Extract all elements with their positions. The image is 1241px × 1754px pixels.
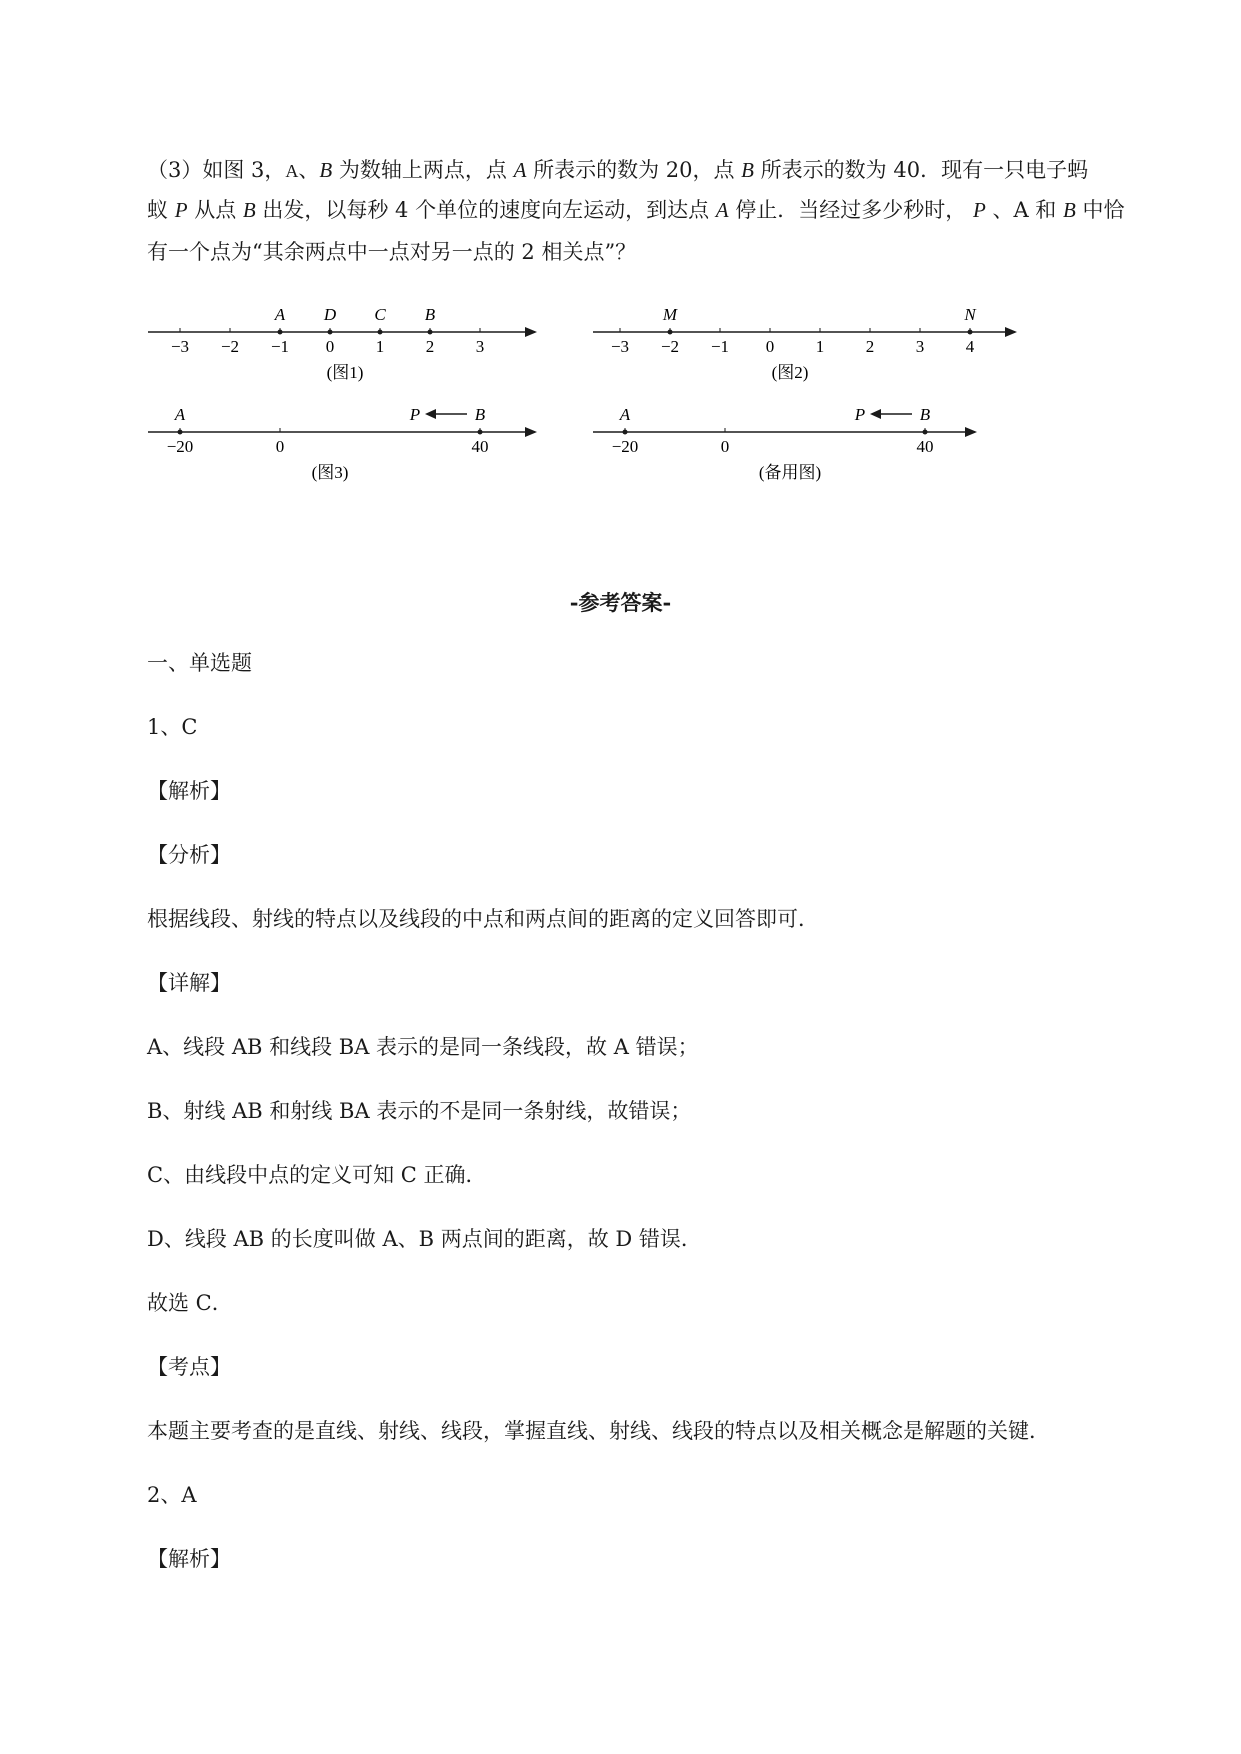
point-label: P bbox=[409, 405, 421, 424]
point-label: N bbox=[964, 305, 976, 324]
figure-caption: (图3) bbox=[311, 463, 349, 482]
figure-3-number-line bbox=[145, 400, 545, 490]
point-dot bbox=[623, 430, 628, 435]
figure-4-number-line bbox=[590, 400, 990, 490]
point-dot bbox=[968, 330, 973, 335]
point-label: B bbox=[474, 405, 486, 424]
point-dot bbox=[178, 430, 183, 435]
fenxi-tag: 【分析】 bbox=[147, 843, 231, 867]
tick-label: 0 bbox=[720, 437, 730, 456]
tick-label: −2 bbox=[220, 337, 240, 356]
point-label: D bbox=[323, 305, 337, 324]
analysis-tag-2: 【解析】 bbox=[147, 1547, 231, 1571]
tick-label: 0 bbox=[275, 437, 285, 456]
tick-label: 1 bbox=[375, 337, 385, 356]
question-line-3: 有一个点为“其余两点中一点对另一点的 2 相关点”？ bbox=[147, 240, 637, 264]
tick-label: 3 bbox=[475, 337, 485, 356]
point-label: A bbox=[274, 305, 286, 324]
tick-label: −1 bbox=[710, 337, 730, 356]
tick-label: −1 bbox=[270, 337, 290, 356]
point-dot bbox=[278, 330, 283, 335]
point-dot bbox=[668, 330, 673, 335]
kaodian-text: 本题主要考查的是直线、射线、线段，掌握直线、射线、线段的特点以及相关概念是解题的关键． bbox=[147, 1419, 1050, 1443]
question-2-answer: 2、A bbox=[147, 1483, 197, 1507]
tick-label: −3 bbox=[170, 337, 190, 356]
tick-label: 0 bbox=[325, 337, 335, 356]
kaodian-tag: 【考点】 bbox=[147, 1355, 231, 1379]
answers-heading: -参考答案- bbox=[569, 590, 672, 615]
tick-label: 2 bbox=[425, 337, 435, 356]
figure-caption: (备用图) bbox=[758, 463, 822, 482]
point-label: A bbox=[174, 405, 186, 424]
point-dot bbox=[328, 330, 333, 335]
tick-label: 4 bbox=[965, 337, 975, 356]
section-title: 一、单选题 bbox=[147, 651, 252, 675]
tick-label: −2 bbox=[660, 337, 680, 356]
question-line-2: 蚁 P 从点 B 出发，以每秒 4 个单位的速度向左运动，到达点 A 停止．当经过多少秒时， P 、A 和 B 中恰 bbox=[147, 198, 1125, 222]
option-d-explanation: D、线段 AB 的长度叫做 A、B 两点间的距离，故 D 错误． bbox=[147, 1227, 702, 1251]
figure-caption: (图1) bbox=[326, 363, 364, 382]
figure-2-number-line bbox=[590, 300, 1030, 390]
option-b-explanation: B、射线 AB 和射线 BA 表示的不是同一条射线，故错误； bbox=[147, 1099, 692, 1123]
tick-label: 40 bbox=[471, 437, 489, 456]
point-dot bbox=[428, 330, 433, 335]
point-label: P bbox=[854, 405, 866, 424]
tick-label: 40 bbox=[916, 437, 934, 456]
question-1-answer: 1、C bbox=[147, 715, 198, 739]
tick-label: 1 bbox=[815, 337, 825, 356]
point-dot bbox=[923, 430, 928, 435]
question-line-1: （3）如图 3，A、B 为数轴上两点，点 A 所表示的数为 20，点 B 所表示的数为 40．现有一只电子蚂 bbox=[147, 158, 1089, 182]
arrow-head-icon bbox=[525, 327, 537, 337]
option-a-explanation: A、线段 AB 和线段 BA 表示的是同一条线段，故 A 错误； bbox=[147, 1035, 699, 1059]
arrow-head-icon bbox=[525, 427, 537, 437]
arrow-left-icon bbox=[870, 409, 881, 419]
option-c-explanation: C、由线段中点的定义可知 C 正确． bbox=[147, 1163, 487, 1187]
figure-1-number-line bbox=[145, 300, 545, 390]
analysis-tag: 【解析】 bbox=[147, 779, 231, 803]
point-dot bbox=[478, 430, 483, 435]
point-label: C bbox=[374, 305, 386, 324]
point-dot bbox=[378, 330, 383, 335]
point-label: A bbox=[619, 405, 631, 424]
arrow-left-icon bbox=[425, 409, 436, 419]
point-label: B bbox=[919, 405, 931, 424]
point-label: B bbox=[424, 305, 436, 324]
point-label: M bbox=[662, 305, 678, 324]
xiangjie-tag: 【详解】 bbox=[147, 971, 231, 995]
tick-label: 3 bbox=[915, 337, 925, 356]
figure-caption: (图2) bbox=[771, 363, 809, 382]
fenxi-text: 根据线段、射线的特点以及线段的中点和两点间的距离的定义回答即可． bbox=[147, 907, 819, 931]
tick-label: −20 bbox=[611, 437, 639, 456]
tick-label: −20 bbox=[166, 437, 194, 456]
tick-label: 0 bbox=[765, 337, 775, 356]
arrow-head-icon bbox=[1005, 327, 1017, 337]
tick-label: −3 bbox=[610, 337, 630, 356]
choose-statement: 故选 C． bbox=[147, 1291, 233, 1315]
arrow-head-icon bbox=[965, 427, 977, 437]
tick-label: 2 bbox=[865, 337, 875, 356]
